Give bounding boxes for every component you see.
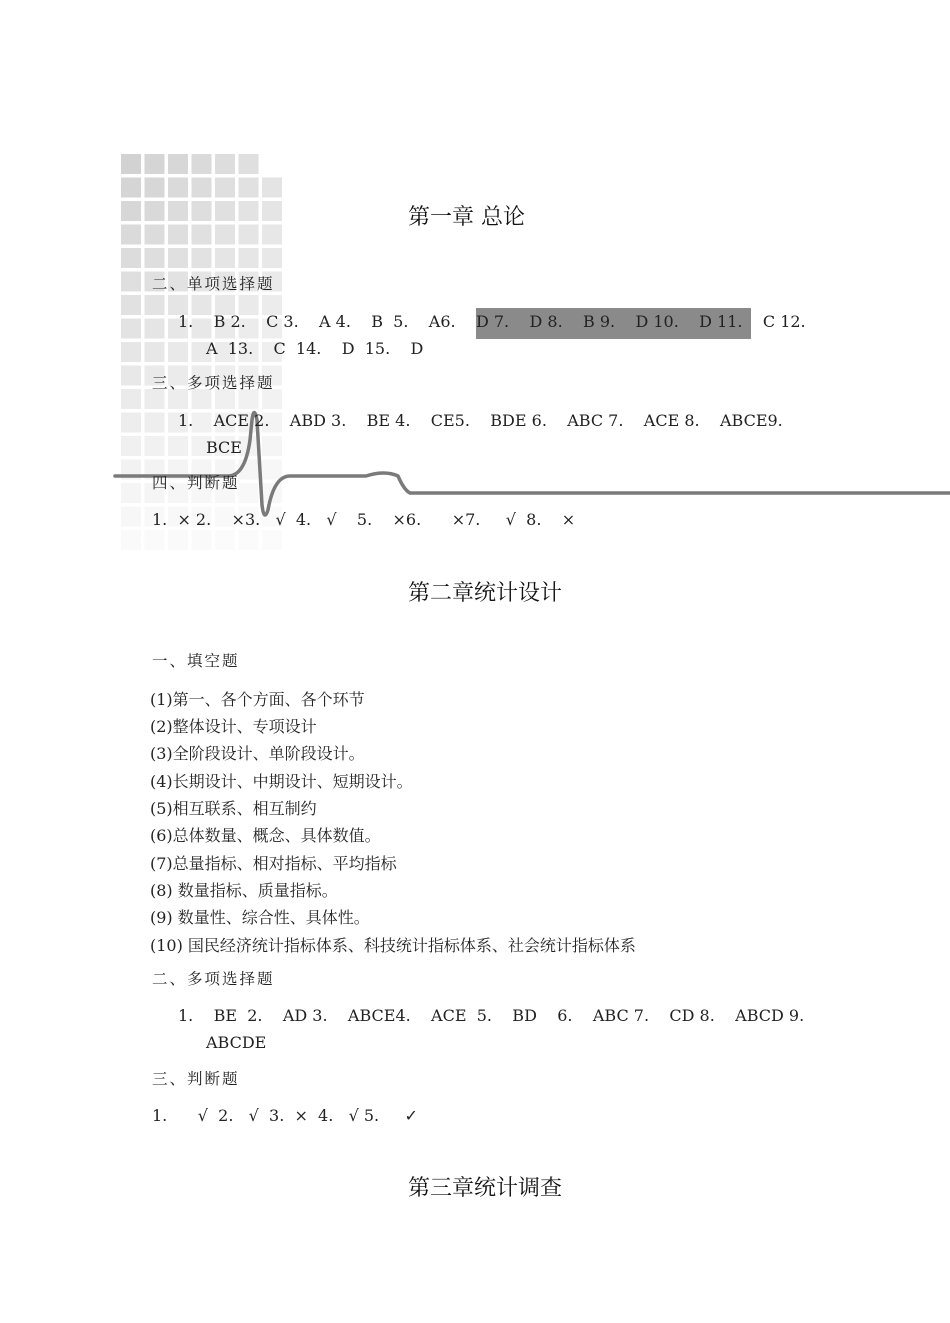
- decorative-tile: [192, 178, 212, 198]
- fill-blank-item: (3)全阶段设计、单阶段设计。: [150, 744, 365, 763]
- fill-blank-item: (10) 国民经济统计指标体系、科技统计指标体系、社会统计指标体系: [150, 936, 636, 955]
- decorative-tile: [121, 413, 141, 433]
- decorative-tile: [145, 201, 165, 221]
- decorative-tile: [121, 319, 141, 339]
- fill-blank-item: (7)总量指标、相对指标、平均指标: [150, 854, 397, 873]
- decorative-tile: [121, 295, 141, 315]
- decorative-tile: [145, 530, 165, 550]
- decorative-tile: [192, 248, 212, 268]
- fill-blank-item: (4)长期设计、中期设计、短期设计。: [150, 772, 413, 791]
- decorative-tile: [215, 225, 235, 245]
- decorative-tile: [121, 530, 141, 550]
- multi-choice-answers-line2: BCE: [206, 438, 242, 457]
- decorative-tile: [239, 530, 259, 550]
- decorative-tile: [239, 225, 259, 245]
- decorative-tile: [262, 225, 282, 245]
- decorative-tile: [145, 154, 165, 174]
- decorative-tile: [192, 225, 212, 245]
- fill-blank-item: (6)总体数量、概念、具体数值。: [150, 826, 381, 845]
- decorative-tile: [192, 201, 212, 221]
- decorative-tile: [121, 389, 141, 409]
- decorative-tile: [121, 436, 141, 456]
- chapter-1-title: 第一章 总论: [408, 205, 525, 230]
- decorative-tile: [145, 436, 165, 456]
- fill-blank-item: (1)第一、各个方面、各个环节: [150, 690, 365, 709]
- multi-choice-heading: 三、多项选择题: [152, 374, 275, 392]
- decorative-tile: [239, 178, 259, 198]
- multi-choice-heading: 二、多项选择题: [152, 970, 275, 988]
- fill-blank-item: (8) 数量指标、质量指标。: [150, 881, 338, 900]
- decorative-tile: [262, 436, 282, 456]
- multi-choice-answers-line1: 1. ACE 2. ABD 3. BE 4. CE5. BDE 6. ABC 7. ACE 8. ABCE9.: [178, 411, 783, 430]
- decorative-tile: [145, 295, 165, 315]
- single-choice-answers-line1: 1. B 2. C 3. A 4. B 5. A6. D 7. D 8. B 9. D 10. D 11. C 12.: [178, 312, 806, 331]
- decorative-tile: [121, 507, 141, 527]
- multi-choice-answers-line2: ABCDE: [206, 1033, 267, 1052]
- decorative-tile: [239, 248, 259, 268]
- decorative-tile: [215, 154, 235, 174]
- decorative-tile: [215, 178, 235, 198]
- decorative-tile: [239, 201, 259, 221]
- judgement-answers: 1. √ 2. √ 3. × 4. √ 5. ✓: [152, 1106, 418, 1125]
- decorative-tile: [168, 248, 188, 268]
- decorative-tile: [121, 366, 141, 386]
- decorative-tile: [262, 248, 282, 268]
- decorative-tile: [192, 530, 212, 550]
- decorative-tile: [168, 201, 188, 221]
- decorative-tile: [168, 154, 188, 174]
- decorative-tile: [262, 178, 282, 198]
- fill-blank-item: (5)相互联系、相互制约: [150, 799, 317, 818]
- decorative-tile: [121, 225, 141, 245]
- single-choice-answers-line2: A 13. C 14. D 15. D: [206, 339, 424, 358]
- decorative-tile: [215, 201, 235, 221]
- judgement-heading: 四、判断题: [152, 474, 240, 492]
- decorative-tile: [145, 248, 165, 268]
- decorative-tile: [215, 530, 235, 550]
- decorative-tile: [121, 201, 141, 221]
- decorative-tile: [145, 225, 165, 245]
- decorative-tile: [168, 530, 188, 550]
- decorative-tile: [262, 460, 282, 480]
- multi-choice-answers-line1: 1. BE 2. AD 3. ABCE4. ACE 5. BD 6. ABC 7. CD 8. ABCD 9.: [178, 1006, 805, 1025]
- decorative-tile: [262, 201, 282, 221]
- decorative-tile: [239, 483, 259, 503]
- decorative-tile: [168, 178, 188, 198]
- decorative-tile: [168, 436, 188, 456]
- decorative-tile: [121, 342, 141, 362]
- decorative-tile: [168, 225, 188, 245]
- judgement-answers: 1. × 2. ×3. √ 4. √ 5. ×6. ×7. √ 8. ×: [152, 510, 576, 529]
- decorative-tile: [215, 248, 235, 268]
- decorative-tile: [121, 483, 141, 503]
- decorative-tile: [262, 530, 282, 550]
- decorative-tile: [239, 154, 259, 174]
- fill-blank-item: (9) 数量性、综合性、具体性。: [150, 908, 370, 927]
- decorative-tile: [121, 178, 141, 198]
- fill-blank-heading: 一、填空题: [152, 652, 240, 670]
- decorative-tile: [145, 342, 165, 362]
- decorative-tile: [121, 248, 141, 268]
- decorative-tile: [121, 272, 141, 292]
- decorative-tile: [192, 154, 212, 174]
- single-choice-heading: 二、单项选择题: [152, 275, 275, 293]
- decorative-tile: [145, 413, 165, 433]
- chapter-2-title: 第二章统计设计: [408, 581, 563, 606]
- decorative-tile: [145, 319, 165, 339]
- decorative-tile: [121, 154, 141, 174]
- decorative-tile: [168, 342, 188, 362]
- decorative-tile: [145, 178, 165, 198]
- fill-blank-item: (2)整体设计、专项设计: [150, 717, 317, 736]
- judgement-heading: 三、判断题: [152, 1070, 240, 1088]
- chapter-3-title: 第三章统计调查: [408, 1176, 563, 1201]
